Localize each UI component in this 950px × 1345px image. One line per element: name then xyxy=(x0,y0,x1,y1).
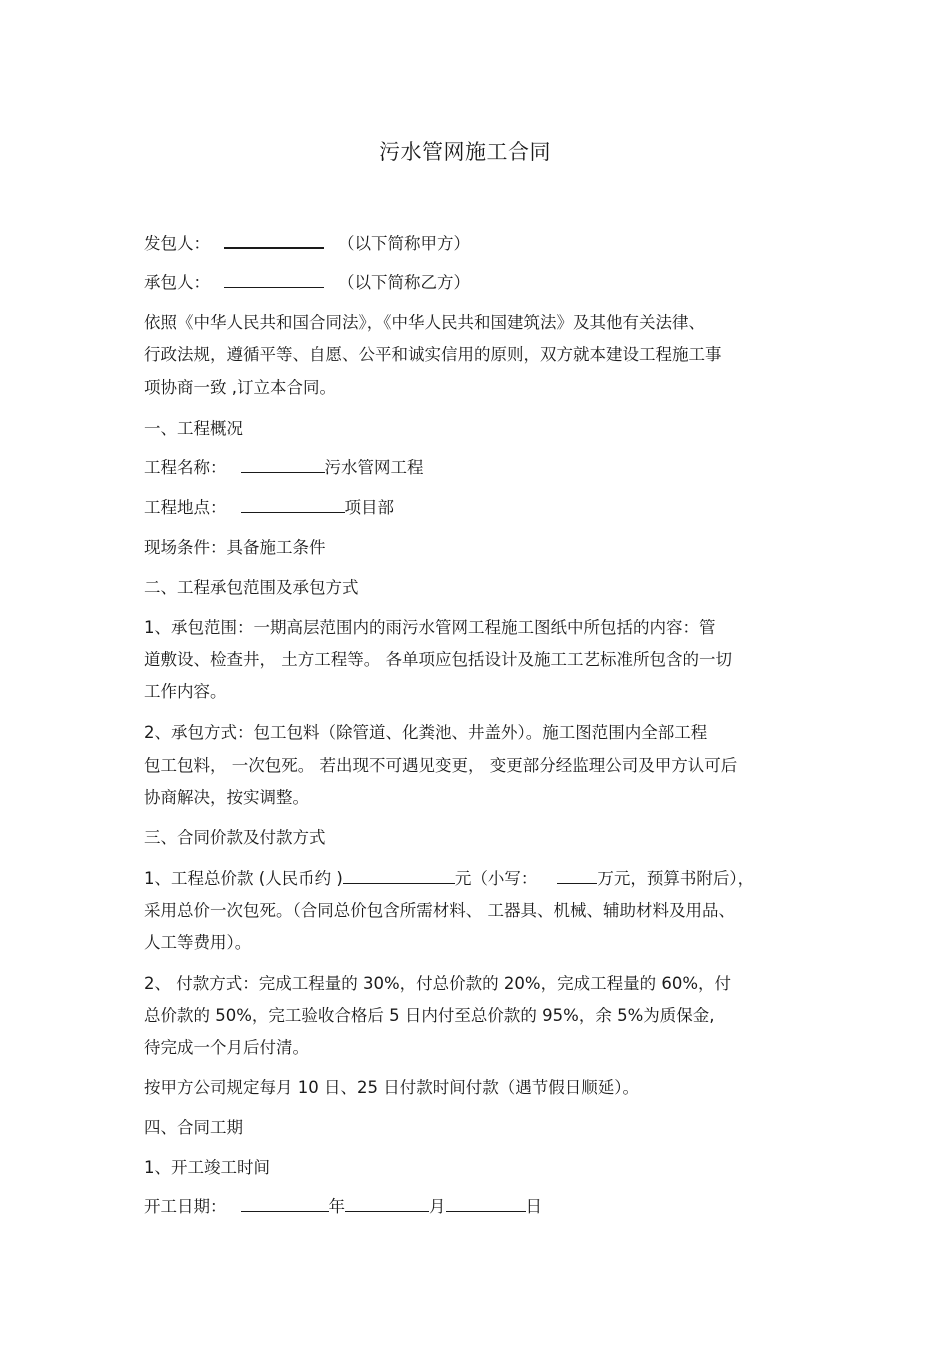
price-unit: 元（小写： xyxy=(454,869,538,888)
scope-line-3: 工作内容。 xyxy=(144,682,227,701)
method-line-1: 2、承包方式：包工包料（除管道、化粪池、井盖外）。施工图范围内全部工程 xyxy=(144,723,708,742)
schedule-subheading: 1、开工竣工时间 xyxy=(144,1158,270,1177)
scope-line-2: 道敷设、检查井， 土方工程等。 各单项应包括设计及施工工艺标准所包含的一切 xyxy=(144,650,732,669)
project-name-line xyxy=(144,456,424,480)
project-name-blank xyxy=(241,456,325,473)
month-label: 月 xyxy=(429,1197,446,1216)
contractor-line xyxy=(144,271,470,295)
document-title: 污水管网施工合同 xyxy=(379,140,551,164)
intro-line-2: 行政法规，遵循平等、自愿、公平和诚实信用的原则，双方就本建设工程施工事 xyxy=(144,345,722,364)
start-date-label: 开工日期： xyxy=(144,1197,227,1216)
project-name-label: 工程名称： xyxy=(144,458,227,477)
employer-label: 发包人： xyxy=(144,234,210,253)
employer-blank xyxy=(224,231,324,249)
price-label: 1、工程总价款 (人民币约 ) xyxy=(144,869,343,888)
method-line-3: 协商解决，按实调整。 xyxy=(144,788,309,807)
contractor-note: （以下简称乙方） xyxy=(338,273,470,292)
intro-line-3: 项协商一致 ,订立本合同。 xyxy=(144,378,336,397)
price-line-3: 人工等费用）。 xyxy=(144,933,252,952)
price-line-2: 采用总价一次包死。（合同总价包含所需材料、 工器具、机械、辅助材料及用品、 xyxy=(144,901,735,920)
start-year-blank xyxy=(241,1195,329,1212)
project-name-value: 污水管网工程 xyxy=(324,458,424,477)
start-month-blank xyxy=(345,1195,429,1212)
scope-line-1: 1、承包范围：一期高层范围内的雨污水管网工程施工图纸中所包括的内容：管 xyxy=(144,618,716,637)
start-day-blank xyxy=(446,1195,526,1212)
price-blank xyxy=(343,867,455,884)
method-line-2: 包工包料， 一次包死。 若出现不可遇见变更， 变更部分经监理公司及甲方认可后 xyxy=(144,756,738,775)
contractor-blank xyxy=(224,271,324,288)
start-date-line xyxy=(144,1195,542,1219)
project-location-line xyxy=(144,496,394,520)
payment-schedule: 按甲方公司规定每月 10 日、25 日付款时间付款（遇节假日顺延）。 xyxy=(144,1078,639,1097)
payment-line-1: 2、 付款方式：完成工程量的 30%，付总价款的 20%，完成工程量的 60%，付 xyxy=(144,974,731,993)
payment-line-3: 待完成一个月后付清。 xyxy=(144,1038,309,1057)
employer-note: （以下简称甲方） xyxy=(338,234,470,253)
price-small-blank xyxy=(557,867,597,884)
project-location-label: 工程地点： xyxy=(144,498,227,517)
site-condition: 现场条件：具备施工条件 xyxy=(144,538,326,557)
intro-line-1: 依照《中华人民共和国合同法》，《中华人民共和国建筑法》及其他有关法律、 xyxy=(144,313,705,332)
project-location-blank xyxy=(241,496,345,513)
price-wan: 万元，预算书附后）， xyxy=(597,869,755,888)
day-label: 日 xyxy=(525,1197,542,1216)
employer-line xyxy=(144,231,470,256)
section2-heading: 二、工程承包范围及承包方式 xyxy=(144,578,359,597)
section1-heading: 一、工程概况 xyxy=(144,419,243,438)
price-line-1 xyxy=(144,867,754,891)
section3-heading: 三、合同价款及付款方式 xyxy=(144,828,326,847)
year-label: 年 xyxy=(328,1197,345,1216)
section4-heading: 四、合同工期 xyxy=(144,1118,243,1137)
project-location-value: 项目部 xyxy=(344,498,394,517)
contractor-label: 承包人： xyxy=(144,273,210,292)
payment-line-2: 总价款的 50%，完工验收合格后 5 日内付至总价款的 95%，余 5%为质保金, xyxy=(144,1006,715,1025)
